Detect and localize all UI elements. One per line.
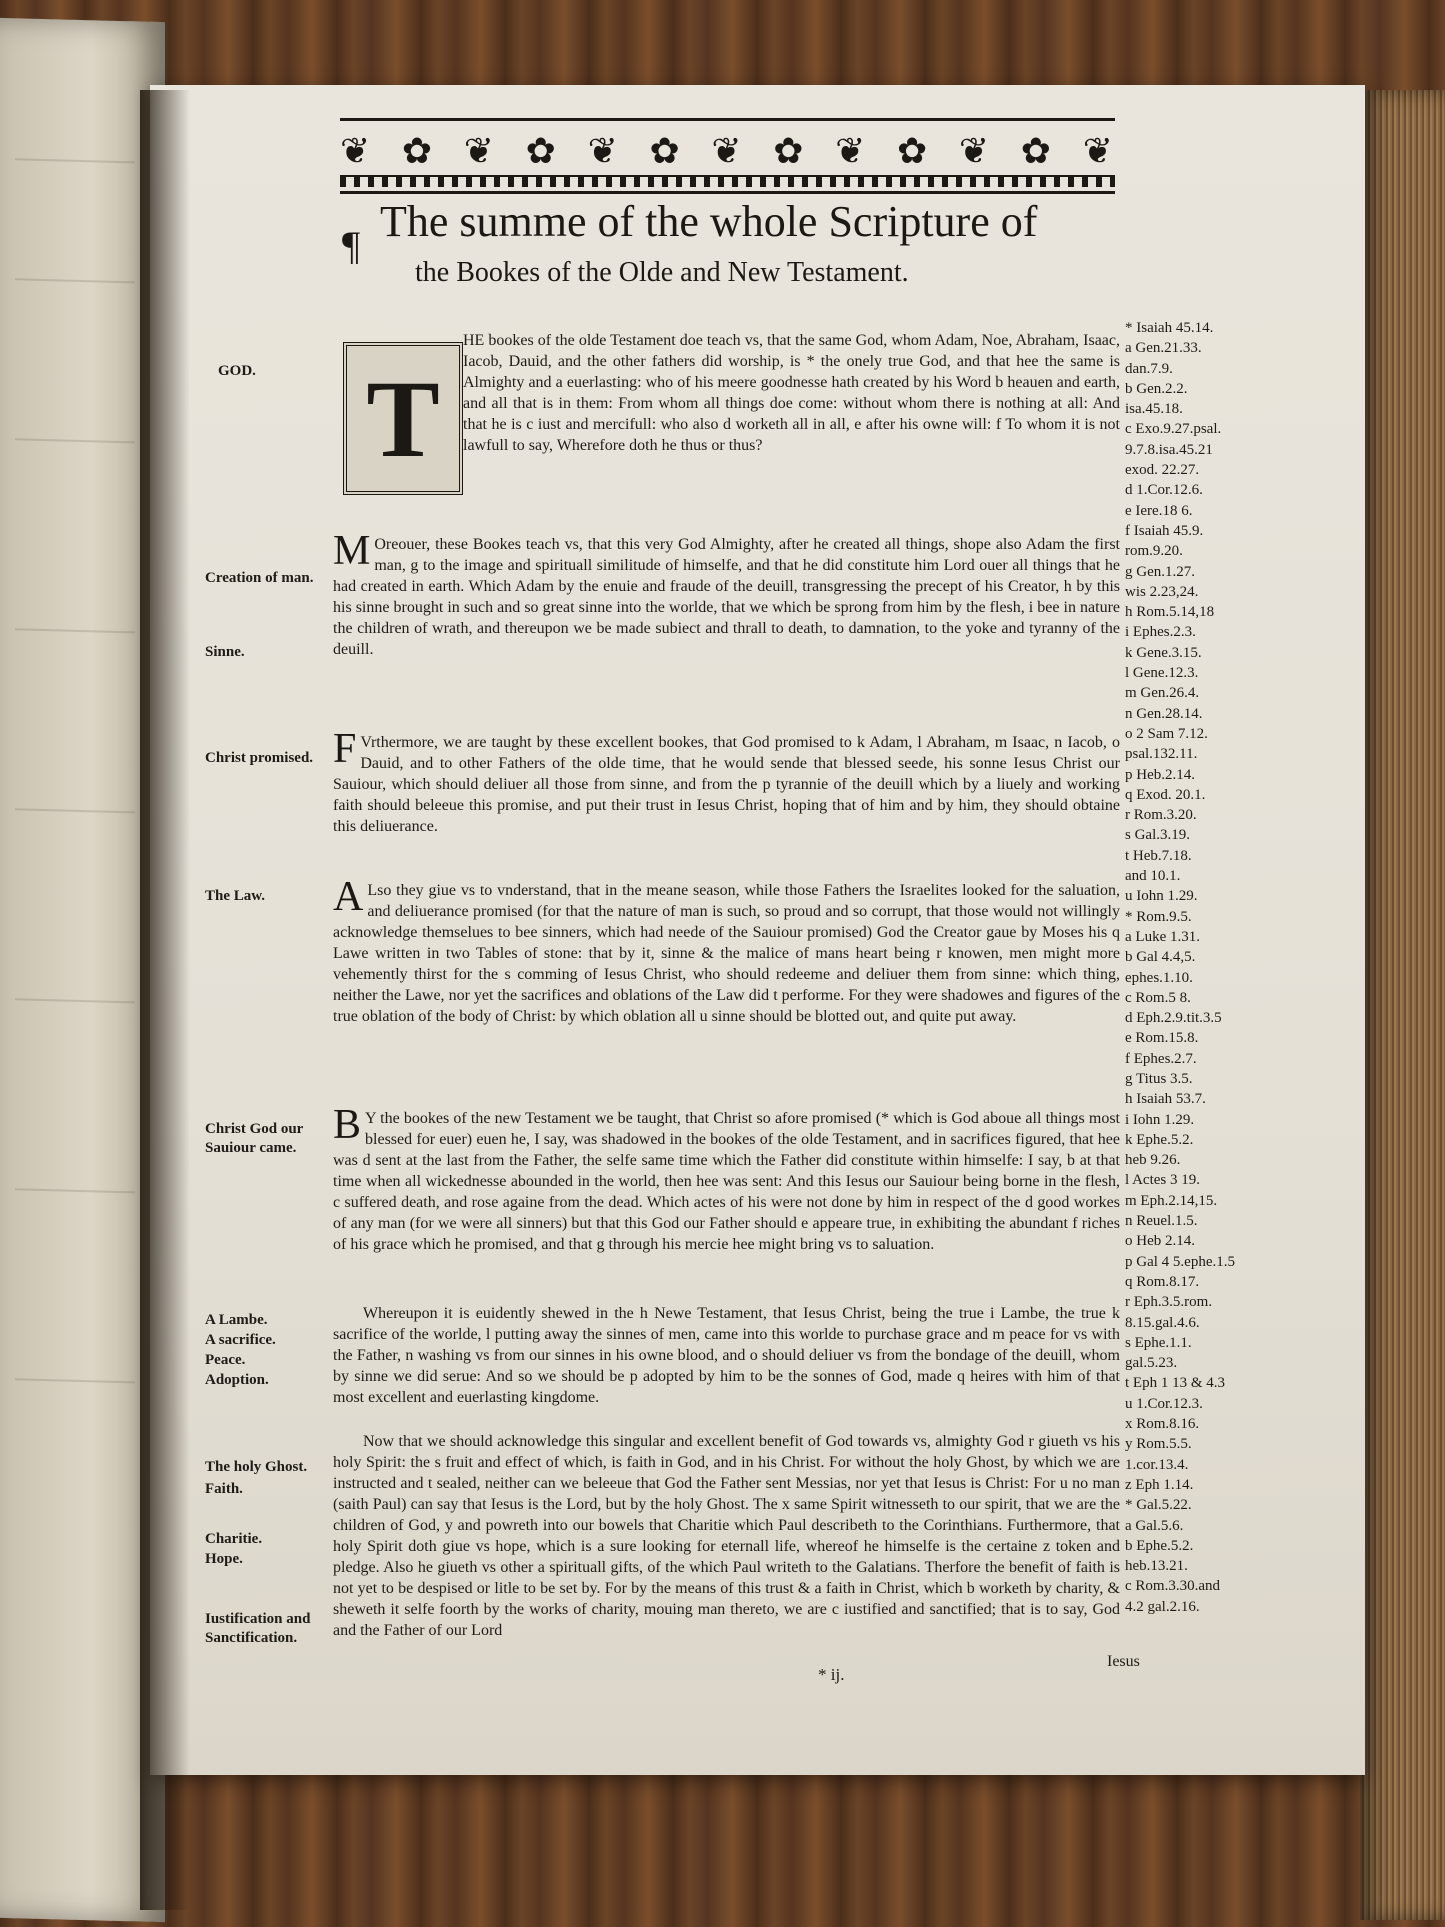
reference-entry: ephes.1.10. [1125, 969, 1193, 986]
reference-entry: m Gen.26.4. [1125, 685, 1200, 702]
reference-entry: d 1.Cor.12.6. [1125, 482, 1203, 499]
margin-note-peace: Peace. [205, 1352, 246, 1368]
reference-column [1125, 318, 1300, 1617]
reference-entry: dan.7.9. [1125, 360, 1173, 377]
reference-entry: o 2 Sam 7.12. [1125, 725, 1208, 742]
paragraph-3-text: Vrthermore, we are taught by these excellent bookes, that God promised to k Adam, l Abraham, m Isaac, n Iacob, o Dauid, and to other Fathers of the olde time, that he would sende that blessed seede, his sonne Iesus Christ our Sauiour, which should deliuer all those from sinne, and from the p tyrannie of the deuill which by a liuely and working faith should beleeue this promise, and put their trust in Iesus Christ, hoping that of him and by him, they should obtaine this deliuerance. [333, 734, 1120, 835]
reference-entry: * Isaiah 45.14. [1125, 320, 1214, 336]
head-ornament: ❦ ✿ ❦ ✿ ❦ ✿ ❦ ✿ ❦ ✿ ❦ ✿ ❦ [340, 118, 1115, 194]
reference-entry: e Iere.18 6. [1125, 502, 1193, 519]
reference-entry: l Actes 3 19. [1125, 1172, 1200, 1189]
reference-entry: y Rom.5.5. [1125, 1436, 1192, 1453]
reference-entry: i Ephes.2.3. [1125, 624, 1196, 641]
reference-entry: c Rom.3.30.and [1125, 1578, 1220, 1595]
margin-note-lambe: A Lambe. [205, 1312, 268, 1328]
reference-entry: p Gal 4 5.ephe.1.5 [1125, 1253, 1235, 1270]
reference-entry: k Gene.3.15. [1125, 644, 1202, 661]
reference-entry: p Heb.2.14. [1125, 766, 1195, 783]
reference-entry: s Gal.3.19. [1125, 827, 1190, 844]
reference-entry: psal.132.11. [1125, 746, 1198, 763]
margin-note-creation: Creation of man. [205, 570, 314, 586]
reference-entry: b Gal 4.4,5. [1125, 949, 1196, 966]
reference-entry: 1.cor.13.4. [1125, 1456, 1189, 1473]
reference-entry: b Ephe.5.2. [1125, 1537, 1194, 1554]
reference-entry: gal.5.23. [1125, 1355, 1178, 1372]
margin-note-god: GOD. [218, 363, 256, 379]
reference-entry: * Rom.9.5. [1125, 908, 1192, 925]
reference-entry: i Iohn 1.29. [1125, 1111, 1195, 1128]
reference-entry: l Gene.12.3. [1125, 665, 1199, 682]
margin-note-christ-promised: Christ promised. [205, 750, 314, 766]
paragraph-7: Now that we should acknowledge this singular and excellent benefit of God towards vs, almighty God r giueth vs his holy Spirit: the s fruit and effect of which, is faith in God, and in his Christ. For without the holy Ghost, by which we are instructed and t sealed, neither can we beleeue that God the Father sent Messias, nor yet that Iesus is Christ: For u no man (saith Paul) can say that Iesus is the Lord, but by the holy Ghost. The x same Spirit witnesseth to our spirit, that we are the children of God, y and powreth into our bowels that Charitie which Paul describeth to the Corinthians. Furthermore, that holy Spirit doth giue vs hope, which is a sure looking for eternall life, whereof he himselfe is the certaine z token and pledge. Also he giueth vs other a spirituall gifts, of the which Paul writeth to the Galatians. Therfore the benefit of faith is not yet to be despised or litle to be set by. For by the means of this trust & a faith in Christ, which b worketh by charity, & sheweth it selfe foorth by the works of charity, mouing man thereto, we are c iustified and sanctified; that is to say, God and the Father of our Lord [333, 1433, 1120, 1639]
paragraph-2-initial: M [333, 528, 371, 574]
reference-entry: h Isaiah 53.7. [1125, 1091, 1206, 1108]
reference-entry: s Ephe.1.1. [1125, 1334, 1192, 1351]
reference-entry: c Rom.5 8. [1125, 989, 1191, 1006]
paragraph-3-initial: F [333, 726, 357, 772]
paragraph-5-text: Y the bookes of the new Testament we be taught, that Christ so afore promised (* which is God aboue all things most blessed for euer) euen he, I say, was shadowed in the bookes of the olde Testament, and in sacrifices figured, that hee was d sent at the last from the Father, the selfe same time which the Father did constitute within himselfe: I say, b at that time when all wickednesse abounded in the world, then hee was sent: And this Iesus our Sauiour being borne in the flesh, c suffered death, and rose againe from the dead. Which actes of his were not done by him in respect of the d good workes of any man (for we were all sinners) but that this God our Father should e appeare true, in exhibiting the abundant f riches of his grace which he promised, and that g through his mercie hee might bring vs to saluation. [333, 1110, 1120, 1253]
paragraph-4-initial: A [333, 874, 364, 920]
margin-note-holy-ghost: The holy Ghost. [205, 1459, 308, 1475]
reference-entry: a Gal.5.6. [1125, 1517, 1184, 1534]
reference-entry: 8.15.gal.4.6. [1125, 1314, 1200, 1331]
reference-entry: r Eph.3.5.rom. [1125, 1294, 1213, 1311]
spine-shadow [140, 90, 190, 1910]
reference-entry: n Gen.28.14. [1125, 705, 1203, 722]
reference-entry: isa.45.18. [1125, 401, 1183, 418]
initial-letter: T [366, 357, 440, 480]
paragraph-5-initial: B [333, 1102, 362, 1148]
reference-entry: t Heb.7.18. [1125, 847, 1192, 864]
reference-entry: wis 2.23,24. [1125, 583, 1199, 600]
margin-note-law: The Law. [205, 888, 266, 904]
reference-entry: 4.2 gal.2.16. [1125, 1598, 1200, 1615]
reference-entry: d Eph.2.9.tit.3.5 [1125, 1010, 1222, 1027]
reference-entry: a Luke 1.31. [1125, 928, 1200, 945]
reference-entry: f Ephes.2.7. [1125, 1050, 1197, 1067]
page-subtitle: the Bookes of the Olde and New Testament. [415, 257, 909, 288]
reference-entry: a Gen.21.33. [1125, 340, 1202, 357]
paragraph-1: HE bookes of the olde Testament doe teach vs, that the same God, whom Adam, Noe, Abraham, Isaac, Iacob, Dauid, and the other fathers did worship, is * the onely true God, and that hee the same is Almighty and a euerlasting: who of his meere goodnesse hath created by his Word b heauen and earth, and all that is in them: From whom all things doe come: without whom there is nothing at all: And that he is c iust and mercifull: who also d worketh all in all, e after his owne will: f To whom it is not lawfull to say, Wherefore doth he thus or thus? [463, 332, 1120, 454]
margin-note-adoption: Adoption. [205, 1372, 269, 1388]
reference-entry: g Titus 3.5. [1125, 1070, 1193, 1087]
reference-entry: exod. 22.27. [1125, 462, 1200, 479]
reference-entry: u 1.Cor.12.3. [1125, 1395, 1203, 1412]
reference-entry: 9.7.8.isa.45.21 [1125, 441, 1213, 458]
reference-entry: q Exod. 20.1. [1125, 786, 1206, 803]
margin-note-hope: Hope. [205, 1551, 243, 1567]
reference-entry: z Eph 1.14. [1125, 1476, 1194, 1493]
reference-entry: o Heb 2.14. [1125, 1233, 1195, 1250]
reference-entry: heb.13.21. [1125, 1558, 1188, 1575]
reference-entry: n Reuel.1.5. [1125, 1213, 1198, 1230]
paragraph-2-text: Oreouer, these Bookes teach vs, that this very God Almighty, after he created all things, shope also Adam the first man, g to the image and spirituall similitude of himselfe, and that he did constitute him Lord ouer all things that he had created in earth. Which Adam by the enuie and fraude of the deuill, transgressing the precept of his Creator, h by this his sinne brought in such and so great sinne into the worlde, that we which be sprong from him by the flesh, i bee in nature the children of wrath, and thereupon we be made subiect and thrall to death, to damnation, to the yoke and tyranny of the deuill. [333, 536, 1120, 658]
reference-entry: b Gen.2.2. [1125, 380, 1188, 397]
margin-note-faith: Faith. [205, 1481, 243, 1497]
page-title: The summe of the whole Scripture of [380, 197, 1038, 246]
reference-entry: r Rom.3.20. [1125, 807, 1197, 824]
paragraph-4-text: Lso they giue vs to vnderstand, that in the meane season, while those Fathers the Israelites looked for the saluation, and deliuerance promised (for that the nature of man is such, so proud and so corrupt, that those would not willingly acknowledge themselues to bee sinners, which had neede of the Sauiour promised) God the Creator gaue by Moses his q Lawe written in two Tables of stone: that by it, sinne & the malice of mans heart being r knowen, men might more vehemently thirst for the s comming of Iesus Christ, who should redeeme and deliuer them from sinne: which thing, neither the Lawe, nor yet the sacrifices and oblations of the Law did t performe. For they were shadowes and figures of the true oblation of the body of Christ: by which oblation all u sinne should be blotted out, and quite put away. [333, 882, 1120, 1025]
reference-entry: f Isaiah 45.9. [1125, 522, 1204, 539]
reference-entry: * Gal.5.22. [1125, 1497, 1192, 1514]
decorated-initial [343, 342, 463, 495]
page-block-edge [1360, 90, 1445, 1920]
margin-note-charitie: Charitie. [205, 1531, 263, 1547]
reference-entry: q Rom.8.17. [1125, 1273, 1200, 1290]
reference-entry: u Iohn 1.29. [1125, 888, 1198, 905]
reference-entry: and 10.1. [1125, 868, 1181, 885]
paragraph-2 [333, 528, 1120, 694]
reference-entry: g Gen.1.27. [1125, 563, 1195, 580]
reference-entry: x Rom.8.16. [1125, 1416, 1200, 1433]
pilcrow-mark: ¶ [342, 223, 361, 268]
margin-note-sacrifice: A sacrifice. [205, 1332, 276, 1348]
reference-entry: t Eph 1 13 & 4.3 [1125, 1375, 1225, 1392]
reference-entry: heb 9.26. [1125, 1152, 1181, 1169]
paragraph-6: Whereupon it is euidently shewed in the h Newe Testament, that Iesus Christ, being the true i Lambe, the true k sacrifice of the worlde, l putting away the sinnes of men, came into this worlde to purchase grace and m peace for vs with the Father, n washing vs from our sinnes in his owne blood, and o should deliuer vs from the bondage of the deuill, whom by sinne we did serue: And so we should be p adopted by him to be the sonnes of God, made q heires with him of that most excellent and euerlasting kingdome. [333, 1305, 1120, 1406]
margin-note-christ-came: Christ God our Sauiour came. [205, 1121, 304, 1156]
reference-entry: m Eph.2.14,15. [1125, 1192, 1218, 1209]
paragraph-4 [333, 874, 1120, 1080]
margin-note-iustification: Iustification and Sanctification. [205, 1611, 311, 1646]
reference-entry: c Exo.9.27.psal. [1125, 421, 1222, 438]
signature-mark: * ij. [818, 1665, 845, 1684]
reference-entry: h Rom.5.14,18 [1125, 604, 1215, 621]
reference-entry: k Ephe.5.2. [1125, 1131, 1194, 1148]
reference-entry: e Rom.15.8. [1125, 1030, 1199, 1047]
margin-note-sinne: Sinne. [205, 644, 245, 660]
catchword: Iesus [1107, 1653, 1140, 1670]
paragraph-3 [333, 726, 1120, 840]
reference-entry: rom.9.20. [1125, 543, 1183, 560]
paragraph-5 [333, 1102, 1120, 1304]
